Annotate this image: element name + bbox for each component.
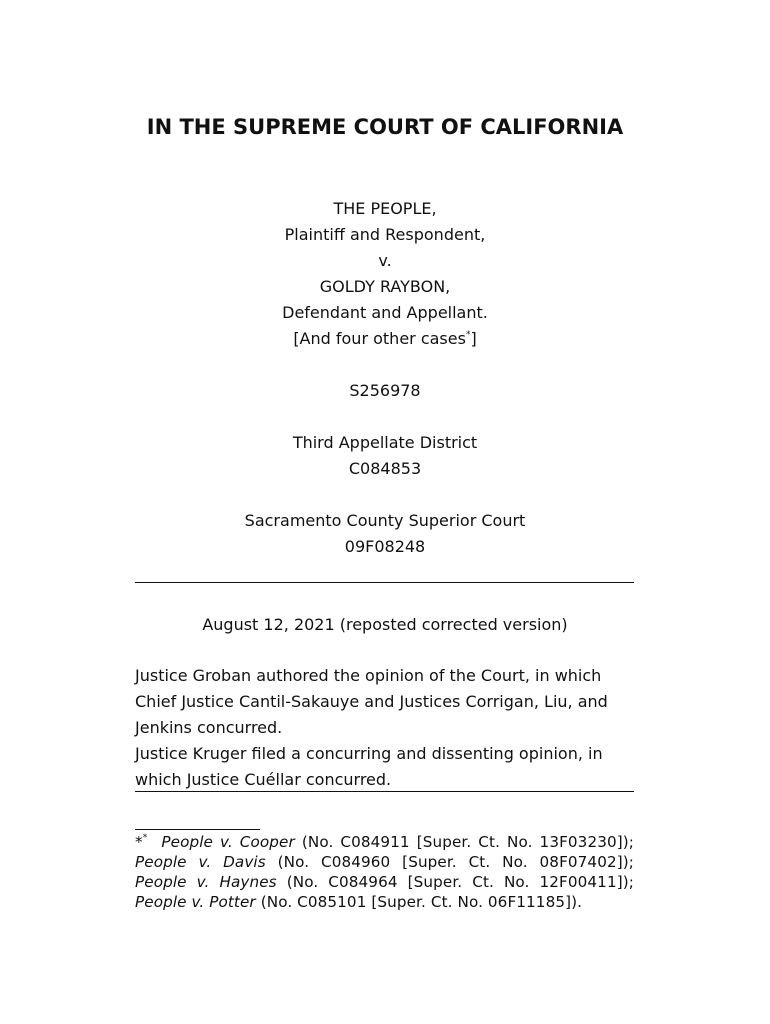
superior-court: Sacramento County Superior Court: [244, 511, 526, 530]
opinion-authorship: [135, 663, 635, 793]
appellate-district: Third Appellate District: [292, 433, 478, 452]
versus: v.: [378, 251, 392, 270]
defendant-name: GOLDY RAYBON,: [319, 277, 451, 296]
case-detail-haynes: (No. C084964 [Super. Ct. No. 12F00411]);: [276, 873, 634, 891]
case-name-cooper: People v. Cooper: [161, 833, 295, 851]
footnote-ref-mark[interactable]: *: [465, 330, 471, 340]
appellate-case-number: C084853: [348, 459, 422, 478]
dissent-statement: Justice Kruger filed a concurring and dissenting opinion, in which Justice Cuéllar concurred.: [135, 744, 603, 789]
supreme-case-number: S256978: [349, 381, 421, 400]
footnote: [135, 832, 634, 912]
superior-case-number: 09F08248: [344, 537, 426, 556]
case-name-potter: People v. Potter: [135, 893, 256, 911]
case-detail-potter: (No. C085101 [Super. Ct. No. 06F11185]).: [255, 893, 583, 911]
case-detail-davis: (No. C084960 [Super. Ct. No. 08F07402]);: [265, 853, 634, 871]
other-cases-note: [135, 326, 635, 352]
court-title: IN THE SUPREME COURT OF CALIFORNIA: [146, 115, 624, 139]
case-name-davis: People v. Davis: [135, 853, 266, 871]
other-cases-close: ]: [470, 329, 477, 348]
footnote-separator: [135, 829, 260, 830]
divider-top: [135, 582, 634, 583]
footnote-sup: *: [142, 833, 148, 843]
case-detail-cooper: (No. C084911 [Super. Ct. No. 13F03230]);: [294, 833, 634, 851]
majority-statement: Justice Groban authored the opinion of the Court, in which Chief Justice Cantil-Sakauye and Justices Corrigan, Liu, and Jenkins concurred.: [135, 666, 608, 737]
plaintiff-name: THE PEOPLE,: [333, 199, 437, 218]
divider-bottom: [135, 791, 634, 792]
defendant-role: Defendant and Appellant.: [282, 303, 488, 322]
case-caption: [135, 196, 635, 560]
case-name-haynes: People v. Haynes: [135, 873, 277, 891]
other-cases-text: [And four other cases: [293, 329, 466, 348]
filing-date: August 12, 2021 (reposted corrected version): [202, 615, 568, 634]
footnote-mark: *: [135, 833, 143, 851]
plaintiff-role: Plaintiff and Respondent,: [284, 225, 486, 244]
